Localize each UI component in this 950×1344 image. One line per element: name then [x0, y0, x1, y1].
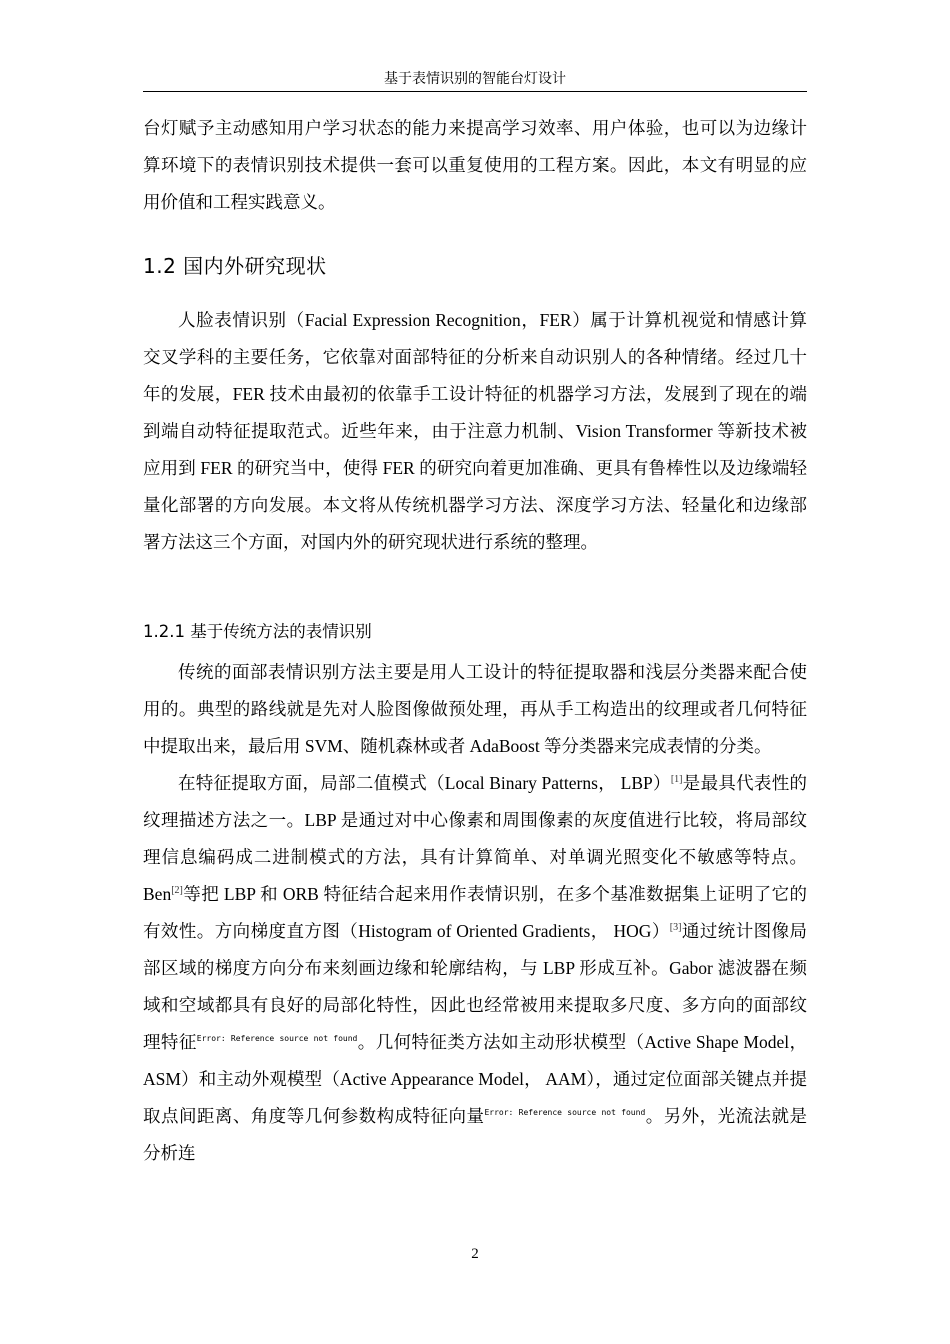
text-run: 。另外，光流法就是分析连 — [143, 1106, 807, 1163]
page-number: 2 — [471, 1246, 479, 1262]
text-run: 在特征提取方面，局部二值模式（Local Binary Patterns， LBP） — [178, 773, 671, 793]
citation-2: [2] — [171, 885, 183, 897]
running-header: 基于表情识别的智能台灯设计 — [384, 71, 566, 87]
traditional-methods-paragraph: 传统的面部表情识别方法主要是用人工设计的特征提取器和浅层分类器来配合使用的。典型的路线就是先对人脸图像做预处理，再从手工构造出的纹理或者几何特征中提取出来，最后用 SVM、随机森林或者 AdaBoost 等分类器来完成表情的分类。 — [143, 662, 807, 756]
reference-error-2: Error: Reference source not found — [484, 1108, 646, 1118]
text-run: 等把 LBP 和 ORB 特征结合起来用作表情识别，在多个基准数据集上证明了它的有效性。方向梯度直方图（Histogram of Oriented Gradients， HOG） — [143, 884, 807, 941]
citation-3: [3] — [669, 922, 682, 934]
text-run: 。几何特征类方法如主动形状模型（Active Shape Model， ASM）和主动外观模型（Active Appearance Model， AAM），通过定位面部关键点并提取点间距离、角度等几何参数构成特征向量 — [143, 1032, 807, 1126]
feature-extraction-paragraph — [143, 765, 807, 1172]
subsection-heading-1-2-1: 1.2.1 基于传统方法的表情识别 — [143, 622, 372, 641]
citation-1: [1] — [670, 774, 683, 786]
research-status-paragraph: 人脸表情识别（Facial Expression Recognition，FER）属于计算机视觉和情感计算交叉学科的主要任务，它依靠对面部特征的分析来自动识别人的各种情绪。经过几十年的发展，FER 技术由最初的依靠手工设计特征的机器学习方法，发展到了现在的端到端自动特征提取范式。近些年来，由于注意力机制、Vision Transformer 等新技术被应用到 FER 的研究当中，使得 FER 的研究向着更加准确、更具有鲁棒性以及边缘端轻量化部署的方向发展。本文将从传统机器学习方法、深度学习方法、轻量化和边缘部署方法这三个方面，对国内外的研究现状进行系统的整理。 — [143, 310, 807, 552]
intro-paragraph: 台灯赋予主动感知用户学习状态的能力来提高学习效率、用户体验，也可以为边缘计算环境下的表情识别技术提供一套可以重复使用的工程方案。因此，本文有明显的应用价值和工程实践意义。 — [143, 118, 807, 212]
section-heading-1-2: 1.2 国内外研究现状 — [143, 254, 327, 278]
header-rule — [143, 91, 807, 92]
subsection-1-2-1-body — [143, 654, 807, 1172]
text-run: 是最具代表性的纹理描述方法之一。LBP 是通过对中心像素和周围像素的灰度值进行比较，将局部纹理信息编码成二进制模式的方法，具有计算简单、对单调光照变化不敏感等特点。Ben — [143, 773, 807, 904]
reference-error-1: Error: Reference source not found — [196, 1034, 358, 1044]
text-run: 通过统计图像局部区域的梯度方向分布来刻画边缘和轮廓结构，与 LBP 形成互补。Gabor 滤波器在频域和空域都具有良好的局部化特性，因此也经常被用来提取多尺度、多方向的面部纹理特征 — [143, 921, 807, 1052]
intro-block — [143, 110, 807, 221]
section-1-2-body — [143, 302, 807, 561]
